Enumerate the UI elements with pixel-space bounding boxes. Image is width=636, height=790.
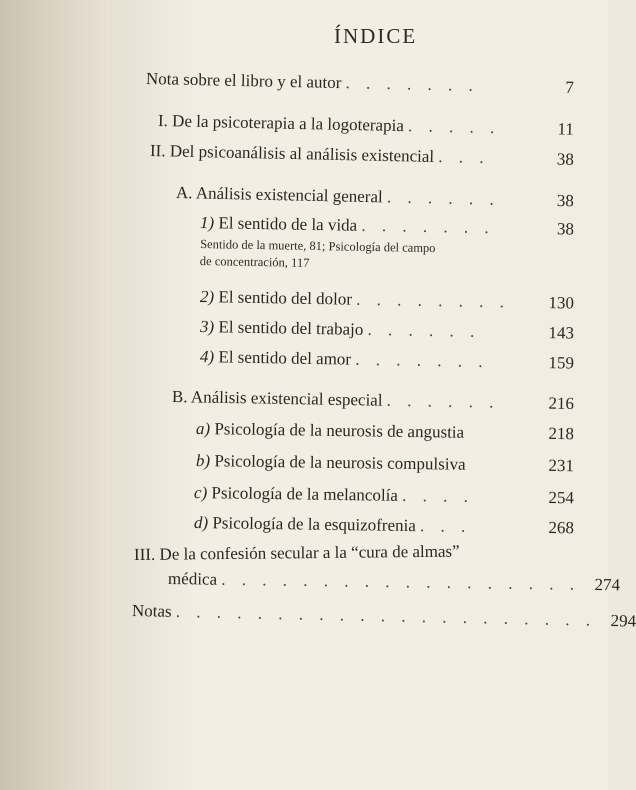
toc-page-number: 38 (556, 149, 575, 169)
toc-label: El sentido del dolor (218, 287, 353, 309)
toc-page-number: 254 (548, 487, 575, 508)
toc-label: Psicología de la melancolía (211, 483, 399, 505)
toc-marker: c) (193, 483, 208, 503)
toc-leader: . . . . . (407, 116, 501, 138)
toc-label: II. Del psicoanálisis al análisis existencial (149, 141, 435, 166)
toc-leader: . . . . . . . (345, 73, 480, 95)
toc-label: III. De la confesión secular a la “cura de almas” (133, 541, 460, 564)
toc-leader: . . . . (402, 485, 475, 506)
toc-marker: 2) (199, 287, 215, 307)
toc-leader: . . . (419, 516, 472, 536)
toc-leader: . . . . . . (386, 187, 500, 209)
toc-leader: . . . . . . . . . . . . . . . . . . (221, 569, 581, 594)
toc-page-number: 294 (610, 611, 636, 631)
toc-leader: . . . . . . (386, 390, 500, 412)
toc-label: El sentido del trabajo (218, 317, 364, 339)
toc-page-number: 218 (548, 423, 575, 444)
toc-page-number: 159 (548, 353, 575, 373)
toc-marker: 1) (199, 213, 215, 233)
toc-subnote (200, 236, 581, 276)
toc-label: A. Análisis existencial general (175, 183, 383, 207)
toc-page-number: 216 (548, 393, 575, 414)
toc-label: El sentido de la vida (218, 213, 358, 235)
toc-subnote-line: Sentido de la muerte, 81; Psicología del campo (200, 237, 436, 256)
toc-label: B. Análisis existencial especial (171, 387, 383, 410)
toc-leader: . . . . . . (367, 319, 481, 341)
toc-leader: . . . . . . . (355, 349, 489, 372)
toc-page-number: 231 (548, 455, 575, 476)
toc-label: Nota sobre el libro y el autor (145, 69, 342, 93)
toc-page-number: 130 (548, 293, 575, 313)
toc-page-number: 38 (556, 190, 575, 211)
book-gutter (0, 0, 110, 790)
toc-leader: . . . . . . . (361, 215, 495, 238)
toc-marker: d) (193, 513, 209, 533)
toc-label: Psicología de la neurosis de angustia (214, 419, 465, 442)
toc-page-number: 143 (548, 323, 575, 343)
toc-page-number: 7 (565, 77, 575, 97)
toc-label: Psicología de la neurosis compulsiva (214, 451, 466, 474)
toc-leader: . . . . . . . . . . . . . . . . . . . . . (175, 601, 597, 630)
toc-subnote-line: de concentración, 117 (199, 253, 310, 270)
toc-leader: . . . . . . . . (356, 289, 511, 312)
toc-label: Psicología de la esquizofrenia (212, 513, 417, 536)
toc-marker: a) (195, 419, 211, 439)
toc-page-number: 38 (556, 219, 575, 239)
toc-label: Notas (131, 601, 172, 621)
toc-leader: . . . (438, 147, 490, 168)
toc-marker: 4) (199, 347, 215, 367)
toc-label: médica (167, 569, 218, 589)
toc-page-number: 268 (548, 517, 575, 538)
toc-marker: 3) (199, 317, 215, 337)
toc-label: I. De la psicoterapia a la logoterapia (157, 111, 405, 136)
page-title: ÍNDICE (334, 24, 418, 48)
toc-page-number: 11 (557, 119, 575, 139)
toc-page-number: 274 (594, 574, 621, 595)
toc-label: El sentido del amor (218, 347, 352, 369)
toc-marker: b) (195, 451, 211, 471)
